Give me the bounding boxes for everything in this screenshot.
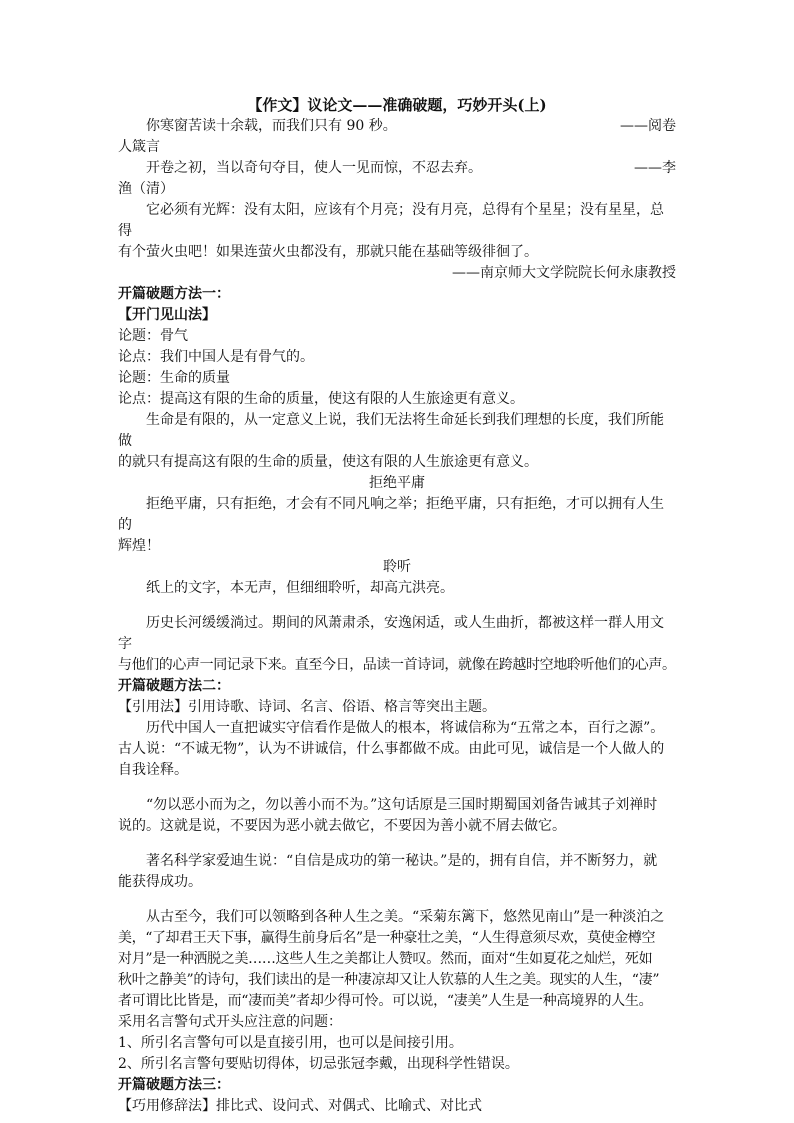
method-2-para-2a: “勿以恶小而为之，勿以善小而不为。”这句话原是三国时期蜀国刘备告诫其子刘禅时 [146,797,658,813]
method-3-heading: 开篇破题方法三： [118,1077,230,1093]
quote-1-text: 你寒窗苦读十余载，而我们只有 90 秒。 [146,118,397,134]
quote-3-source: ——南京师大文学院院长何永康教授 [452,265,676,281]
method-2-para-3b: 能获得成功。 [118,874,202,890]
method-1-para-4a: 历史长河缓缓淌过。期间的风萧肃杀，安逸闲适，或人生曲折，都被这样一群人用文字 [118,615,664,652]
quote-2-source-b: 渔（清） [118,181,174,197]
method-1-para-2b: 辉煌！ [118,538,160,554]
method-2-para-3a: 著名科学家爱迪生说：“自信是成功的第一秘诀。”是的，拥有自信，并不断努力，就 [146,853,658,869]
quote-2 [118,158,676,179]
quote-3-line-2: 有个萤火虫吧！如果连萤火虫都没有，那就只能在基础等级徘徊了。 [118,244,538,260]
method-2-para-4e: 者可谓比比皆是，而“凄而美”者却少得可怜。可以说，“凄美”人生是一种高境界的人生。 [118,993,653,1009]
method-2-note-2: 2、所引名言警句要贴切得体，切忌张冠李戴，出现科学性错误。 [118,1056,519,1072]
method-2-para-1b: 古人说：“不诚无物”，认为不讲诚信，什么事都做不成。由此可见，诚信是一个人做人的 [118,741,665,757]
method-2-para-4a: 从古至今，我们可以领略到各种人生之美。“采菊东篱下，悠然见南山”是一种淡泊之 [146,909,665,925]
method-2-heading: 开篇破题方法二： [118,678,230,694]
method-1-para-2a: 拒绝平庸，只有拒绝，才会有不同凡响之举；拒绝平庸，只有拒绝，才可以拥有人生的 [118,496,664,533]
page-title: 【作文】议论文——准确破题，巧妙开头(上) [247,96,547,114]
method-2-para-4b: 美，“了却君王天下事，赢得生前身后名”是一种豪壮之美，“人生得意须尽欢，莫使金樽空 [118,930,656,946]
method-2-para-1a: 历代中国人一直把诚实守信看作是做人的根本，将诚信称为“五常之本，百行之源”。 [146,720,665,736]
quote-1-source-a: ——阅卷 [620,118,676,134]
method-3-name: 【巧用修辞法】排比式、设问式、对偶式、比喻式、对比式 [118,1098,482,1114]
method-1-para-1a: 生命是有限的，从一定意义上说，我们无法将生命延长到我们理想的长度，我们所能做 [118,412,664,449]
quote-3-line-1: 它必须有光辉：没有太阳，应该有个月亮；没有月亮，总得有个星星；没有星星，总得 [118,202,664,239]
method-2-para-1c: 自我诠释。 [118,762,188,778]
method-1-para-3: 纸上的文字，本无声，但细细聆听，却高亢洪亮。 [146,580,454,596]
method-2-para-4d: 秋叶之静美”的诗句，我们读出的是一种凄凉却又让人钦慕的人生之美。现实的人生，“凄” [118,972,660,988]
method-2-para-4c: 对月”是一种洒脱之美……这些人生之美都让人赞叹。然而，面对“生如夏花之灿烂，死如 [118,951,653,967]
method-1-heading: 开篇破题方法一： [118,286,230,302]
quote-2-text: 开卷之初，当以奇句夺目，使人一见而惊，不忍去弃。 [146,160,482,176]
quote-2-source-a: ——李 [634,160,676,176]
method-1-para-1b: 的就只有提高这有限的生命的质量，使这有限的人生旅途更有意义。 [118,454,538,470]
document-page [118,94,676,1117]
method-2-para-2b: 说的。这就是说，不要因为恶小就去做它，不要因为善小就不屑去做它。 [118,818,566,834]
method-1-line: 论题：骨气 [118,328,188,344]
method-2-note: 采用名言警句式开头应注意的问题： [118,1014,342,1030]
method-2-name: 【引用法】引用诗歌、诗词、名言、俗语、格言等突出主题。 [118,699,496,715]
method-1-para-4b: 与他们的心声一同记录下来。直至今日，品读一首诗词，就像在跨越时空地聆听他们的心声。 [118,657,676,673]
method-1-line: 论点：我们中国人是有骨气的。 [118,349,314,365]
method-1-line: 论题：生命的质量 [118,370,230,386]
subtitle-reject-mediocrity: 拒绝平庸 [369,475,425,491]
quote-1-source-b: 人箴言 [118,139,160,155]
subtitle-listen: 聆听 [383,559,411,575]
method-1-name: 【开门见山法】 [118,307,216,323]
method-1-line: 论点：提高这有限的生命的质量，使这有限的人生旅途更有意义。 [118,391,524,407]
method-2-note-1: 1、所引名言警句可以是直接引用，也可以是间接引用。 [118,1035,463,1051]
quote-1 [118,116,676,137]
